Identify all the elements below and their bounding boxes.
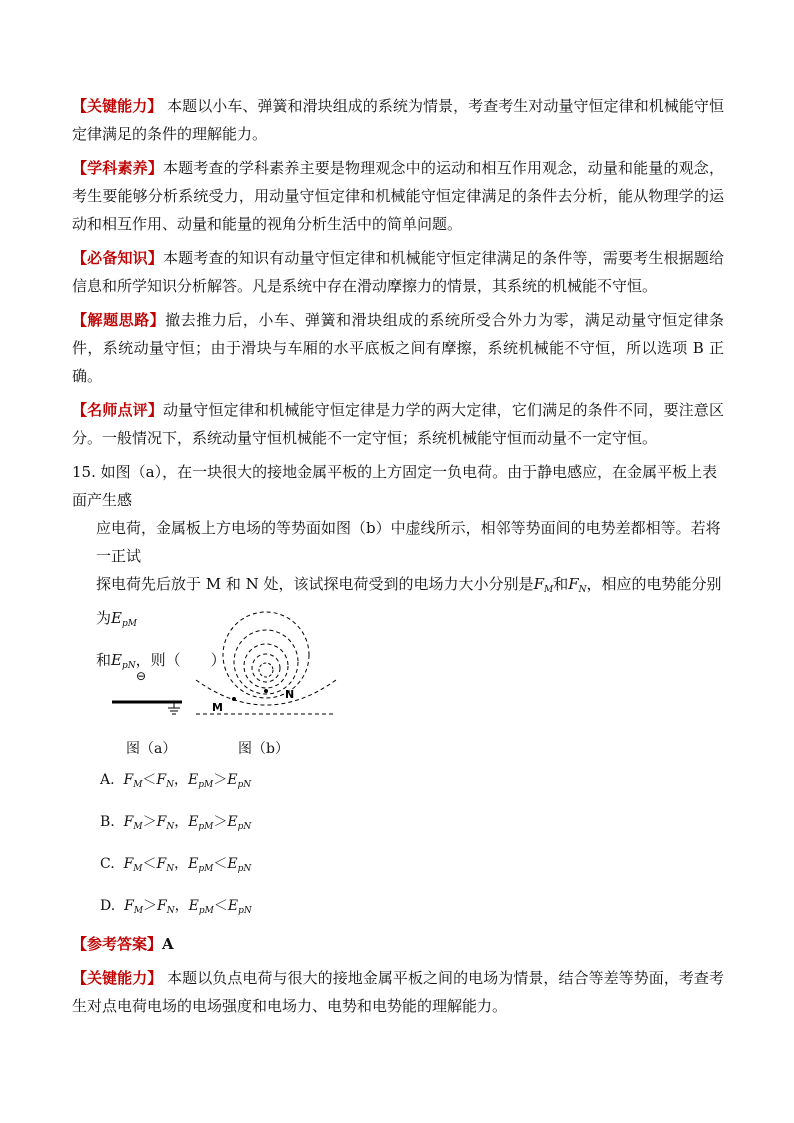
relation: ＞ xyxy=(213,772,228,788)
separator: ， xyxy=(174,898,189,914)
option-b[interactable] xyxy=(100,812,600,854)
negative-charge-symbol: ⊖ xyxy=(136,669,147,683)
symbol-e: E xyxy=(188,814,199,830)
symbol-f: F xyxy=(124,898,134,914)
symbol-f: F xyxy=(157,898,167,914)
paragraph-key-ability-2 xyxy=(72,964,724,1020)
paragraph-text: 本题考查的知识有动量守恒定律和机械能守恒定律满足的条件等，需要考生根据题给信息和所学知识分析解答。凡是系统中存在滑动摩擦力的情景，其系统的机械能不守恒。 xyxy=(72,249,724,295)
paragraph-text: 本题以负点电荷与很大的接地金属平板之间的电场为情景，结合等差等势面，考查考生对点电荷电场的电场强度和电场力、电势和电势能的理解能力。 xyxy=(72,969,724,1015)
relation: ＜ xyxy=(142,772,157,788)
question-text: ，相应的电势能分别为 xyxy=(96,575,722,627)
symbol-f: F xyxy=(123,814,134,830)
point-m xyxy=(232,697,236,701)
paragraph-text: 动量守恒定律和机械能守恒定律是力学的两大定律，它们满足的条件不同，要注意区分。一般情况下，系统动量守恒机械能不一定守恒；系统机械能守恒而动量不一定守恒。 xyxy=(72,401,724,447)
figure-equipotential xyxy=(104,600,344,760)
option-letter: A. xyxy=(100,772,115,788)
section-tag: 【名师点评】 xyxy=(72,401,163,419)
equipotential-circle xyxy=(259,663,273,677)
relation: ＜ xyxy=(213,856,228,872)
separator: ， xyxy=(174,772,188,788)
subscript: N xyxy=(166,906,175,916)
equipotential-circle xyxy=(223,612,309,698)
answer-options xyxy=(100,770,600,938)
question-text: ，则（ ） xyxy=(135,651,226,669)
option-letter: D. xyxy=(100,898,116,914)
option-a[interactable] xyxy=(100,770,600,812)
symbol-e: E xyxy=(188,856,199,872)
symbol-e: E xyxy=(227,856,238,872)
subscript: M xyxy=(133,906,144,916)
symbol-e: E xyxy=(227,814,238,830)
subscript: pN xyxy=(237,822,252,832)
symbol-e: E xyxy=(111,651,122,669)
equipotential-circle xyxy=(234,630,298,694)
paragraph-text: 撤去推力后，小车、弹簧和滑块组成的系统所受合外力为零，满足动量守恒定律条件，系统动量守恒；由于滑块与车厢的水平底板之间有摩擦，系统机械能不守恒，所以选项 B 正确。 xyxy=(72,311,724,385)
symbol-e: E xyxy=(188,898,199,914)
paragraph-knowledge xyxy=(72,244,724,300)
separator: ， xyxy=(174,856,189,872)
point-n xyxy=(264,689,268,693)
symbol-e: E xyxy=(227,772,238,788)
paragraph-teacher-comment xyxy=(72,396,724,452)
subscript: pN xyxy=(237,780,252,790)
label-n: N xyxy=(285,688,295,701)
paragraph-solution xyxy=(72,306,724,390)
question-number: 15. xyxy=(72,463,96,481)
caption-b: 图（b） xyxy=(238,741,289,757)
symbol-e: E xyxy=(227,898,239,914)
section-tag: 【学科素养】 xyxy=(72,159,163,177)
label-m: M xyxy=(212,701,223,714)
paragraph-text: 本题以小车、弹簧和滑块组成的系统为情景，考查考生对动量守恒定律和机械能守恒定律满足的条件的理解能力。 xyxy=(72,97,724,143)
question-text: 和 xyxy=(96,651,112,669)
subscript: N xyxy=(166,822,175,832)
section-tag: 【关键能力】 xyxy=(72,97,163,115)
figure-svg xyxy=(104,600,344,730)
subscript: N xyxy=(578,585,587,595)
equipotential-circle xyxy=(252,654,280,682)
subscript: M xyxy=(133,822,143,832)
document-body xyxy=(72,92,724,680)
answer-section xyxy=(72,930,724,1026)
symbol-f: F xyxy=(123,856,134,872)
section-tag: 【必备知识】 xyxy=(72,249,163,267)
section-tag: 【参考答案】 xyxy=(72,935,163,953)
symbol-f: F xyxy=(156,814,167,830)
relation: ＞ xyxy=(143,898,158,914)
subscript: pM xyxy=(198,822,214,832)
option-letter: B. xyxy=(100,814,115,830)
subscript: M xyxy=(133,864,143,874)
relation: ＞ xyxy=(213,814,228,830)
subscript: pM xyxy=(198,864,214,874)
subscript: M xyxy=(133,780,143,790)
relation: ＜ xyxy=(213,898,228,914)
section-tag: 【关键能力】 xyxy=(72,969,163,987)
subscript: pM xyxy=(198,906,214,916)
paragraph-text: 本题考查的学科素养主要是物理观念中的运动和相互作用观念，动量和能量的观念，考生要能够分析系统受力，用动量守恒定律和机械能守恒定律满足的条件去分析，能从物理学的运动和相互作用、动量和能量的视角分析生活中的简单问题。 xyxy=(72,159,724,233)
question-line: 如图（a），在一块很大的接地金属平板的上方固定一负电荷。由于静电感应，在金属平板上表面产生感 xyxy=(72,463,718,509)
subscript: pN xyxy=(238,906,252,916)
paragraph-literacy xyxy=(72,154,724,238)
subscript: pN xyxy=(121,661,136,671)
subscript: pN xyxy=(237,864,252,874)
symbol-f: F xyxy=(533,575,544,593)
question-text: 探电荷先后放于 M 和 N 处，该试探电荷受到的电场力大小分别是 xyxy=(96,575,534,593)
subscript: N xyxy=(166,864,175,874)
symbol-e: E xyxy=(111,609,122,627)
caption-a: 图（a） xyxy=(126,741,177,757)
reference-answer xyxy=(72,930,724,958)
section-tag: 【解题思路】 xyxy=(72,311,166,329)
symbol-f: F xyxy=(156,772,167,788)
relation: ＜ xyxy=(142,856,157,872)
separator: ， xyxy=(174,814,189,830)
subscript: pM xyxy=(121,619,137,629)
symbol-f: F xyxy=(156,856,167,872)
paragraph-key-ability xyxy=(72,92,724,148)
relation: ＞ xyxy=(142,814,157,830)
symbol-f: F xyxy=(568,575,579,593)
subscript: N xyxy=(166,780,174,790)
subscript: M xyxy=(543,585,554,595)
option-c[interactable] xyxy=(100,854,600,896)
symbol-e: E xyxy=(188,772,199,788)
answer-value: A xyxy=(162,935,174,953)
symbol-f: F xyxy=(123,772,134,788)
subscript: pM xyxy=(198,780,214,790)
equipotential-circle xyxy=(244,644,288,688)
question-text: 和 xyxy=(553,575,569,593)
option-letter: C. xyxy=(100,856,115,872)
question-line: 应电荷，金属板上方电场的等势面如图（b）中虚线所示，相邻等势面间的电势差都相等。若将一正试 xyxy=(96,519,721,565)
